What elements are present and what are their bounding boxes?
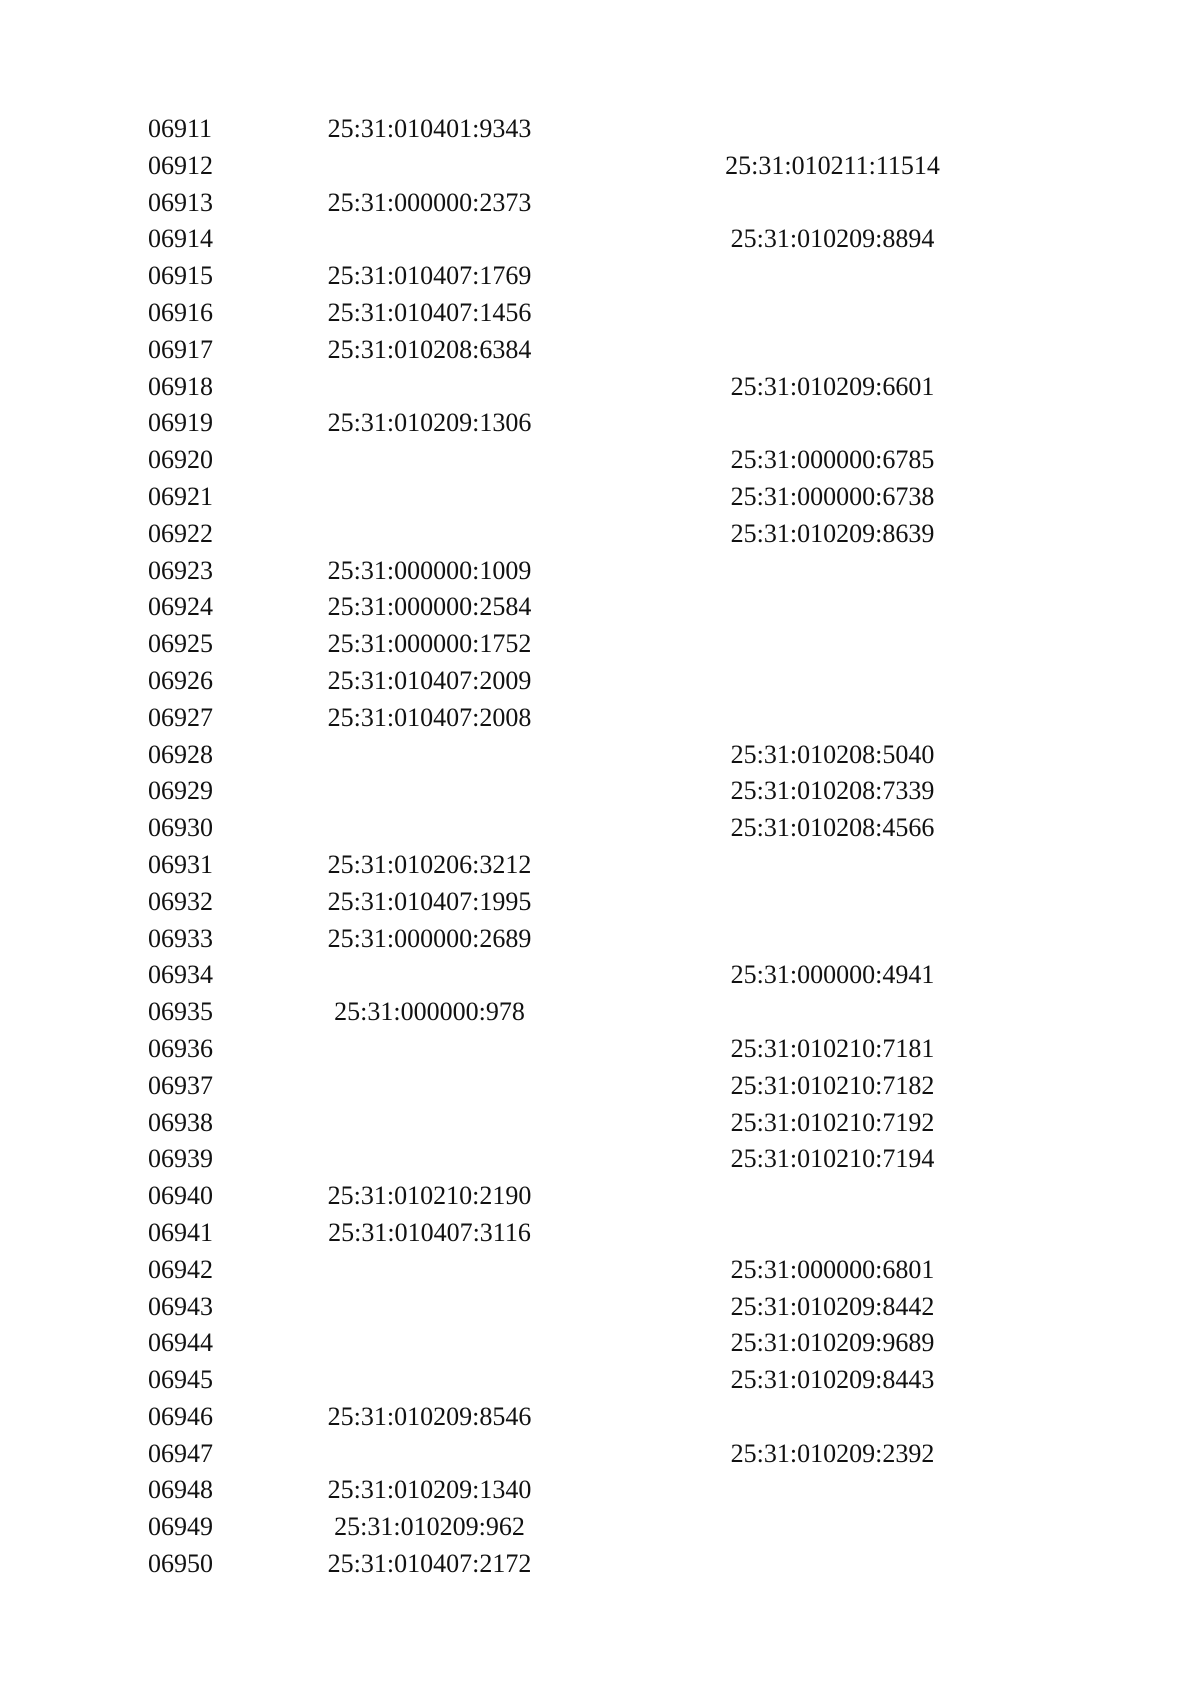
table-row — [0, 663, 1200, 700]
cadastral-number-right: 25:31:010208:5040 — [730, 739, 935, 769]
row-number: 06939 — [148, 1144, 213, 1174]
cadastral-number-left: 25:31:010209:1340 — [327, 1475, 532, 1505]
row-number: 06942 — [148, 1254, 213, 1284]
row-number: 06946 — [148, 1401, 213, 1431]
cadastral-number-left: 25:31:010401:9343 — [327, 114, 532, 143]
cadastral-number-right: 25:31:000000:6785 — [730, 445, 935, 475]
cadastral-number-left: 25:31:010209:962 — [334, 1512, 525, 1542]
table-row — [0, 1031, 1200, 1068]
table-row — [0, 479, 1200, 516]
row-number: 06950 — [148, 1549, 213, 1579]
row-number: 06912 — [148, 150, 213, 180]
row-number: 06911 — [148, 114, 213, 143]
row-number: 06914 — [148, 224, 213, 254]
table-row — [0, 921, 1200, 958]
row-number: 06933 — [148, 923, 213, 953]
row-number: 06916 — [148, 297, 213, 327]
row-number: 06924 — [148, 592, 213, 622]
row-number: 06930 — [148, 813, 213, 843]
row-number: 06928 — [148, 739, 213, 769]
row-number: 06922 — [148, 518, 213, 548]
cadastral-number-right: 25:31:010210:7194 — [730, 1144, 935, 1174]
table-row — [0, 1141, 1200, 1178]
cadastral-number-left: 25:31:000000:2584 — [327, 592, 532, 622]
table-row — [0, 1105, 1200, 1142]
table-row — [0, 1399, 1200, 1436]
table-row — [0, 1068, 1200, 1105]
table-row — [0, 847, 1200, 884]
row-number: 06927 — [148, 702, 213, 732]
row-number: 06943 — [148, 1291, 213, 1321]
cadastral-number-right: 25:31:010209:8443 — [730, 1365, 935, 1395]
row-number: 06938 — [148, 1107, 213, 1137]
cadastral-number-left: 25:31:010407:1769 — [327, 261, 532, 291]
cadastral-number-left: 25:31:000000:1009 — [327, 555, 532, 585]
table-row — [0, 884, 1200, 921]
cadastral-number-right: 25:31:010209:6601 — [730, 371, 935, 401]
cadastral-number-right: 25:31:010209:9689 — [730, 1328, 935, 1358]
table-row — [0, 1252, 1200, 1289]
row-number: 06915 — [148, 261, 213, 291]
cadastral-number-left: 25:31:010206:3212 — [327, 849, 532, 879]
row-number: 06945 — [148, 1365, 213, 1395]
row-number: 06948 — [148, 1475, 213, 1505]
cadastral-number-right: 25:31:010210:7181 — [730, 1033, 935, 1063]
row-number: 06913 — [148, 187, 213, 217]
cadastral-number-left: 25:31:010407:3116 — [328, 1217, 531, 1247]
table-row — [0, 221, 1200, 258]
row-number: 06949 — [148, 1512, 213, 1542]
row-number: 06923 — [148, 555, 213, 585]
cadastral-number-left: 25:31:010407:2009 — [327, 665, 532, 695]
table-row — [0, 332, 1200, 369]
cadastral-number-left: 25:31:010407:2172 — [327, 1549, 532, 1579]
cadastral-number-left: 25:31:010407:1456 — [327, 297, 532, 327]
row-number: 06944 — [148, 1328, 213, 1358]
cadastral-number-right: 25:31:010209:8639 — [730, 518, 935, 548]
table-row — [0, 553, 1200, 590]
table-row — [0, 1509, 1200, 1546]
row-number: 06920 — [148, 445, 213, 475]
cadastral-number-right: 25:31:010209:8894 — [730, 224, 935, 254]
row-number: 06936 — [148, 1033, 213, 1063]
cadastral-number-right: 25:31:000000:4941 — [730, 960, 935, 990]
row-number: 06937 — [148, 1070, 213, 1100]
table-row — [0, 1362, 1200, 1399]
table-row — [0, 700, 1200, 737]
cadastral-number-right: 25:31:010210:7192 — [730, 1107, 935, 1137]
table-row — [0, 442, 1200, 479]
cadastral-number-left: 25:31:010209:8546 — [327, 1401, 532, 1431]
table-row — [0, 111, 1200, 148]
table-row — [0, 1325, 1200, 1362]
table-row — [0, 295, 1200, 332]
row-number: 06935 — [148, 997, 213, 1027]
table-row — [0, 185, 1200, 222]
row-number: 06934 — [148, 960, 213, 990]
cadastral-number-left: 25:31:000000:1752 — [327, 629, 532, 659]
row-number: 06921 — [148, 481, 213, 511]
table-row — [0, 1436, 1200, 1473]
table-row — [0, 405, 1200, 442]
row-number: 06917 — [148, 334, 213, 364]
cadastral-number-right: 25:31:010208:7339 — [730, 776, 935, 806]
table-row — [0, 1215, 1200, 1252]
cadastral-number-right: 25:31:010210:7182 — [730, 1070, 935, 1100]
table-row — [0, 1546, 1200, 1583]
row-number: 06941 — [148, 1217, 213, 1247]
table-row — [0, 773, 1200, 810]
table-row — [0, 258, 1200, 295]
cadastral-number-left: 25:31:000000:2689 — [327, 923, 532, 953]
cadastral-number-left: 25:31:010208:6384 — [327, 334, 532, 364]
cadastral-number-right: 25:31:010209:2392 — [730, 1438, 935, 1468]
table-row — [0, 810, 1200, 847]
cadastral-number-left: 25:31:000000:2373 — [327, 187, 532, 217]
table-row — [0, 1178, 1200, 1215]
table-row — [0, 516, 1200, 553]
table-row — [0, 994, 1200, 1031]
row-number: 06932 — [148, 886, 213, 916]
row-number: 06918 — [148, 371, 213, 401]
cadastral-number-left: 25:31:010407:2008 — [327, 702, 532, 732]
table-row — [0, 369, 1200, 406]
cadastral-number-right: 25:31:000000:6801 — [730, 1254, 935, 1284]
cadastral-number-right: 25:31:010209:8442 — [730, 1291, 935, 1321]
cadastral-number-right: 25:31:010208:4566 — [730, 813, 935, 843]
cadastral-number-left: 25:31:010209:1306 — [327, 408, 532, 438]
row-number: 06929 — [148, 776, 213, 806]
cadastral-number-left: 25:31:000000:978 — [334, 997, 525, 1027]
table-row — [0, 957, 1200, 994]
row-number: 06925 — [148, 629, 213, 659]
table-row — [0, 589, 1200, 626]
table-row — [0, 148, 1200, 185]
table-row — [0, 1289, 1200, 1326]
row-number: 06940 — [148, 1181, 213, 1211]
cadastral-number-right: 25:31:010211:11514 — [725, 150, 940, 180]
table-row — [0, 626, 1200, 663]
table-row — [0, 737, 1200, 774]
cadastral-number-left: 25:31:010407:1995 — [327, 886, 532, 916]
cadastral-number-table — [0, 111, 1200, 1583]
cadastral-number-right: 25:31:000000:6738 — [730, 481, 935, 511]
cadastral-number-left: 25:31:010210:2190 — [327, 1181, 532, 1211]
row-number: 06947 — [148, 1438, 213, 1468]
row-number: 06919 — [148, 408, 213, 438]
table-row — [0, 1472, 1200, 1509]
row-number: 06926 — [148, 665, 213, 695]
row-number: 06931 — [148, 849, 213, 879]
